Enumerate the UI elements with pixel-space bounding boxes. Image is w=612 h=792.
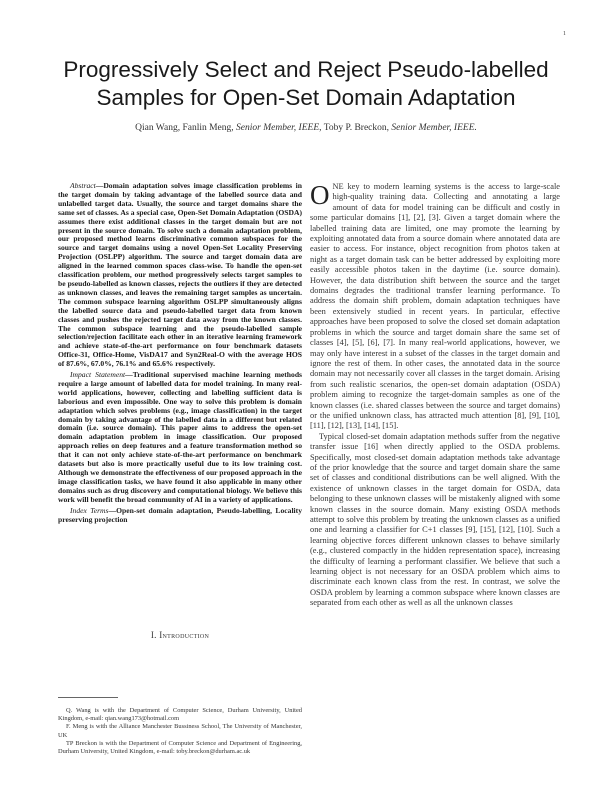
footnote: TP Breckon is with the Department of Computer Science and Department of Engineering, Durham University, United Kingdom, e-mail: toby.breckon@durham.ac.uk [58,739,302,756]
authors-part-2: Toby P. Breckon, [321,123,392,133]
author-list [40,123,572,133]
index-terms [58,507,302,525]
footnotes [58,707,302,756]
intro-paragraph-1 [310,182,560,432]
left-column [58,182,302,524]
abstract-lead: Abstract [70,181,96,190]
abstract-text: —Domain adaptation solves image classification problems in the target domain by taking advantage of the labelled source data and unlabelled target data. Usually, the source and target domains share the same set of classes. As a special case, Open-Set Domain Adaptation (OSDA) assumes there exist additional classes in the target domain but are not present in the source domain. To solve such a domain adaptation problem, our proposed method learns discriminative common subspaces for the source and target domains using a novel Open-Set Locality Preserving Projection (OSLPP) algorithm. The source and target domain data are aligned in the learned common spaces class-wise. To handle the open-set classification problem, our method progressively selects target samples to be pseudo-labelled as known classes, rejects the outliers if they are detected as unknown classes, and leaves the remaining target samples as uncertain. The common subspace learning algorithm OSLPP simultaneously aligns the labelled source data and pseudo-labelled target data from known classes and pushes the rejected target data away from the known classes. The common subspace learning and the pseudo-labelled sample selection/rejection facilitate each other in an iterative learning framework and achieve state-of-the-art performance on four benchmark datasets Office-31, Office-Home, VisDA17 and Syn2Real-O with the average HOS of 87.6%, 67.0%, 76.1% and 65.6% respectively. [58,181,302,369]
footnote: Q. Wang is with the Department of Computer Science, Durham University, United Kingdom, e-mail: qian.wang173@hotmail.com [58,707,302,723]
author-role-1: Senior Member, IEEE, [236,123,322,133]
impact-statement [58,371,302,505]
intro-paragraph-1-text: NE key to modern learning systems is the access to large-scale high-quality training data. Collecting and annotating a large amount of data for model training can be difficult and costly in some particular domains [1], [2], [3]. Given a target domain where the labelled training data are limited, one may promote the learning by exploiting annotated data from a source domain where annotated data are easier to access. For instance, object recognition from photos taken at night as a target domain task can be better addressed by exploiting more easily accessible photos taken in the daytime (i.e. source domain). However, the data distribution shift between the source and the target domains degrades the traditional transfer learning performance. To address the domain shift problem, domain adaptation techniques have been extensively studied in recent years. In particular, effective approaches have been proposed to solve the closed set domain adaptation problems in which the source and target domain share the same set of classes [4], [5], [6], [7]. In many real-world applications, however, we may only have interest in a subset of the classes in the target domain and ignore the rest of them. In other cases, the annotated data in the source domain may not necessarily cover all classes in the target domain. Arising from such realistic scenarios, the open-set domain adaptation (OSDA) problem aiming to recognize the target-domain samples as one of the known classes (i.e. shared classes between the source and target domains) or the unified unknown class, has attracted much attention [8], [9], [10], [11], [12], [13], [14], [15]. [310,182,560,431]
abstract [58,182,302,369]
page-number: 1 [563,31,566,37]
footnote: F. Meng is with the Alliance Manchester Bussiness School, The University of Manchester, UK [58,723,302,739]
intro-paragraph-2: Typical closed-set domain adaptation methods suffer from the negative transfer issue [16] when directly applied to the OSDA problems. Specifically, most closed-set domain adaptation methods take advantage of the prior knowledge that the source and target domain share the same set of classes and conditional distributions can be well aligned. With the existence of unknown classes in the target domain for OSDA, data belonging to these unknown classes will be mistakenly aligned with some known classes in the source domain. Many existing OSDA methods attempt to solve this problem by treating the unknown classes as a unified one and learning a classifier for C+1 classes [9], [15], [12], [10]. Such a learning objective forces different unknown classes to behave similarly (e.g., clustered compactly in the hidden representation space), increasing the difficulty of learning a performant classifier. We believe that such a learning object is not necessary for an OSDA problem which aims to discriminate each known class from the rest. In contrast, we solve the OSDA problem by learning a common subspace where known classes are separated from each other as well as all the unknown classes [310,431,560,608]
index-terms-lead: Index Terms [70,505,109,515]
paper-title [40,56,572,112]
title-line-2: Samples for Open-Set Domain Adaptation [96,85,516,110]
drop-cap: O [310,180,330,210]
authors-part-1: Qian Wang, Fanlin Meng, [135,123,237,133]
right-column [310,182,560,609]
impact-text: —Traditional supervised machine learning methods require a large amount of labelled data for model training. In many real-world applications, however, collecting and labelling sufficient data is laborious and even impossible. One way to solve this problem is domain adaptation which solves problems (e.g., image classification) in the target domain by taking advantage of the labelled data in a different but related domain (i.e. source domain). This paper aims to address the open-set domain adaptation problem in image classification. Our proposed approach relies on deep features and a feature transformation method so that it can not only achieve state-of-the-art performance on benchmark datasets but also is more practically useful due to its low training cost. Although we demonstrate the effectiveness of our proposed approach in the image classification tasks, we have found it also applicable in many other domains such as drug discovery and computational biology. We believe this work will benefit the broad community of AI in a variety of applications. [58,370,302,504]
author-role-2: Senior Member, IEEE. [391,123,477,133]
section-title: Introduction [159,630,210,640]
section-number: I. [150,630,157,640]
footnote-rule [58,697,118,698]
section-heading [58,630,302,640]
impact-lead: Impact Statement [70,370,126,380]
title-line-1: Progressively Select and Reject Pseudo-labelled [63,57,549,82]
index-terms-text: —Open-set domain adaptation, Pseudo-labelling, Locality preserving projection [58,505,302,524]
